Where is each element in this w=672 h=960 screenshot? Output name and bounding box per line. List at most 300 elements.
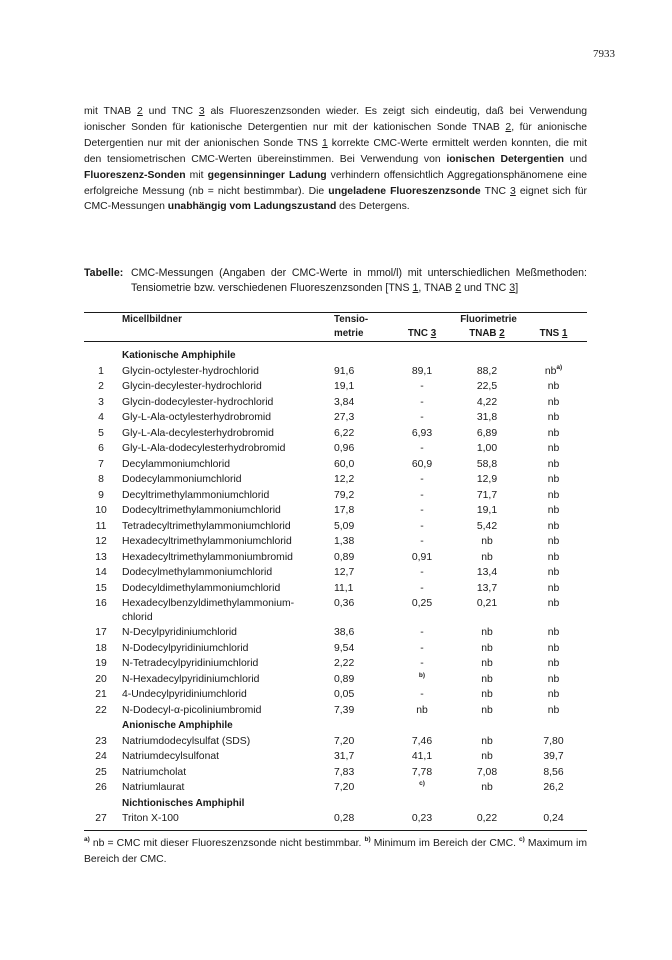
compound-name	[118, 550, 322, 566]
tns-value-value: nb	[547, 505, 560, 516]
compound-name-value: Tetradecyltrimethylammoniumchlorid	[122, 520, 291, 532]
compound-name-value: N-Decylpyridiniumchlorid	[122, 627, 237, 638]
tns-value-value: nb	[547, 489, 560, 501]
tns-value-value: 8,56	[543, 766, 564, 778]
table-row	[84, 426, 587, 442]
tensiometry-value	[322, 734, 390, 750]
compound-name-value: N-Dodecyl-α-picoliniumbromid	[122, 704, 262, 716]
compound-name	[118, 410, 322, 426]
tns-value-value: nb	[547, 627, 560, 638]
text-run: eignet sich für CMC-Messungen	[84, 185, 587, 213]
tnab-value-value: nb	[481, 642, 493, 654]
row-number	[84, 426, 118, 442]
table-row	[84, 734, 587, 750]
tensiometry-value-value: 6,22	[334, 427, 355, 439]
tns-value	[520, 379, 587, 395]
row-number	[84, 488, 118, 504]
tnab-value	[454, 519, 520, 535]
group-title	[118, 718, 587, 734]
text-run: und	[563, 153, 587, 165]
tns-value-value: nb	[547, 582, 560, 594]
header-tensiometrie-1: Tensio-	[334, 314, 369, 325]
tnab-value	[454, 749, 520, 765]
tensiometry-value-value: 2,22	[334, 658, 355, 669]
compound-name	[118, 379, 322, 395]
table-row	[84, 364, 587, 380]
header-micellbildner: Micellbildner	[122, 314, 182, 325]
tensiometry-value-value: 79,2	[334, 489, 355, 501]
compound-name-value: Dodecyldimethylammoniumchlorid	[122, 582, 281, 594]
tns-value	[520, 811, 587, 827]
text-run: 1	[321, 137, 328, 149]
tns-value	[520, 581, 587, 597]
compound-name-value: Dodecylammoniumchlorid	[122, 474, 242, 485]
table-row	[84, 672, 587, 688]
footnote-marker: c)	[519, 836, 525, 843]
compound-name-value: N-Dodecylpyridiniumchlorid	[122, 642, 249, 654]
tnab-value-value: nb	[481, 782, 493, 793]
tnc-value	[390, 379, 454, 395]
table-row	[84, 656, 587, 672]
tnab-value-value: 19,1	[476, 505, 498, 516]
text-run: 3	[509, 282, 516, 295]
tnc-value	[390, 550, 454, 566]
tnab-value-value: 0,21	[476, 598, 498, 609]
row-number-value: 18	[95, 642, 107, 654]
tnab-value	[454, 441, 520, 457]
compound-name	[118, 503, 322, 519]
compound-name-value: Decyltrimethylammoniumchlorid	[122, 489, 270, 501]
tensiometry-value	[322, 687, 390, 703]
tns-value	[520, 519, 587, 535]
tensiometry-value	[322, 672, 390, 688]
tnab-value-value: 31,8	[476, 412, 498, 423]
tnab-value	[454, 734, 520, 750]
row-number	[84, 379, 118, 395]
tns-value-value: nb	[547, 704, 560, 716]
tnc-value	[390, 596, 454, 625]
tnab-value	[454, 503, 520, 519]
compound-name	[118, 641, 322, 657]
group-spacer	[84, 342, 118, 364]
tensiometry-value	[322, 395, 390, 411]
tensiometry-value-value: 0,28	[334, 813, 355, 824]
row-number	[84, 503, 118, 519]
tensiometry-value-value: 0,96	[334, 443, 355, 454]
table-row	[84, 441, 587, 457]
tensiometry-value	[322, 703, 390, 719]
tns-value-value: nb	[547, 520, 560, 532]
compound-name	[118, 441, 322, 457]
tns-value-value: nb	[547, 412, 560, 423]
header-tensiometrie-2: metrie	[334, 328, 364, 339]
group-title-value: Kationische Amphiphile	[122, 350, 236, 361]
row-number-value: 21	[95, 689, 107, 700]
tensiometry-value	[322, 811, 390, 827]
tensiometry-value-value: 12,2	[334, 474, 355, 485]
row-number	[84, 472, 118, 488]
tnab-value	[454, 780, 520, 796]
tnc-value	[390, 503, 454, 519]
tnc-value	[390, 734, 454, 750]
compound-name	[118, 519, 322, 535]
row-number-value: 11	[95, 520, 107, 532]
compound-name-value: Natriumlaurat	[122, 782, 185, 793]
footnote-rule	[84, 830, 587, 831]
tensiometry-value-value: 27,3	[334, 412, 355, 423]
tns-value-value: nb	[547, 689, 560, 700]
tnab-value-value: 4,22	[476, 396, 498, 408]
footnote-text: nb = CMC mit dieser Fluoreszenzsonde nicht bestimmbar.	[89, 838, 365, 849]
tensiometry-value-value: 0,89	[334, 551, 355, 563]
row-number-value: 16	[95, 598, 107, 609]
table-row	[84, 488, 587, 504]
compound-name-value: Triton X-100	[122, 813, 179, 824]
tns-value-value: nb	[547, 396, 560, 408]
group-header-row	[84, 718, 587, 734]
tnab-value	[454, 656, 520, 672]
tnab-value-value: 6,89	[476, 427, 498, 439]
compound-name	[118, 426, 322, 442]
tensiometry-value	[322, 780, 390, 796]
tns-value	[520, 472, 587, 488]
tnab-value	[454, 687, 520, 703]
table-row	[84, 625, 587, 641]
tnab-value-value: 22,5	[476, 381, 498, 392]
table-row	[84, 503, 587, 519]
tensiometry-value-value: 31,7	[334, 751, 355, 762]
header-row-1	[84, 313, 587, 328]
tns-value	[520, 780, 587, 796]
compound-name-value: Glycin-dodecylester-hydrochlorid	[122, 396, 274, 408]
text-run: des Detergens.	[336, 201, 410, 213]
compound-name-value: 4-Undecylpyridiniumchlorid	[122, 689, 247, 700]
tns-value-value: nb	[547, 474, 560, 485]
text-run: und TNC	[142, 106, 199, 117]
tnc-value	[390, 472, 454, 488]
tnc-value-value: 7,78	[411, 766, 433, 778]
header-tnc: TNC 3	[407, 328, 437, 339]
tnab-value	[454, 534, 520, 550]
compound-name-value: Gly-L-Ala-octylesterhydrobromid	[122, 412, 271, 423]
row-number-value: 1	[98, 365, 104, 377]
row-number-value: 5	[98, 427, 104, 439]
tns-value-value: 26,2	[543, 782, 564, 793]
tns-value	[520, 749, 587, 765]
table-row	[84, 596, 587, 625]
compound-name	[118, 534, 322, 550]
tnab-value-value: 88,2	[476, 365, 498, 377]
row-number-value: 24	[95, 751, 107, 762]
tnab-value	[454, 457, 520, 473]
tnab-value-value: 5,42	[476, 520, 498, 532]
row-number-value: 10	[95, 505, 107, 516]
tnc-value	[390, 780, 454, 796]
tnab-value	[454, 565, 520, 581]
row-number-value: 8	[98, 474, 104, 485]
group-header-row	[84, 342, 587, 364]
row-number	[84, 410, 118, 426]
tns-value	[520, 410, 587, 426]
compound-name	[118, 811, 322, 827]
tnc-value	[390, 410, 454, 426]
table-row	[84, 687, 587, 703]
tnc-value	[390, 749, 454, 765]
tnc-value	[390, 519, 454, 535]
table-row	[84, 749, 587, 765]
tns-value	[520, 672, 587, 688]
tns-value	[520, 457, 587, 473]
row-number	[84, 534, 118, 550]
table-caption	[84, 266, 587, 297]
row-number-value: 20	[95, 673, 107, 685]
tensiometry-value	[322, 503, 390, 519]
table-row	[84, 780, 587, 796]
tnab-value-value: 0,22	[476, 813, 498, 824]
table-row	[84, 519, 587, 535]
tnc-value-value: -	[420, 474, 424, 485]
tnc-value	[390, 656, 454, 672]
table-row	[84, 703, 587, 719]
row-number-value: 12	[95, 536, 107, 547]
compound-name-value: Glycin-octylester-hydrochlorid	[122, 365, 259, 377]
footnote-marker: a)	[556, 363, 563, 371]
tensiometry-value	[322, 519, 390, 535]
tnc-value-value: -	[420, 689, 424, 700]
tns-value-value: nb	[547, 642, 560, 654]
compound-name-value: N-Hexadecylpyridiniumchlorid	[122, 673, 260, 685]
row-number-value: 19	[95, 658, 107, 669]
tensiometry-value-value: 60,0	[334, 458, 355, 470]
text-run: 2	[505, 121, 512, 133]
table-row	[84, 534, 587, 550]
tnab-value	[454, 672, 520, 688]
text-run: ]	[515, 282, 519, 295]
row-number	[84, 395, 118, 411]
tns-value-value: nb	[544, 365, 557, 377]
tns-value	[520, 550, 587, 566]
tensiometry-value	[322, 488, 390, 504]
table-row	[84, 581, 587, 597]
text-run: , für anionische Detergentien nur mit der anionischen Sonde TNS	[84, 121, 588, 149]
compound-name	[118, 749, 322, 765]
table-row	[84, 457, 587, 473]
tnc-value-value: 0,91	[411, 551, 433, 563]
tns-value	[520, 534, 587, 550]
cmc-table	[84, 312, 587, 835]
row-number	[84, 596, 118, 625]
row-number-value: 3	[98, 396, 104, 408]
tns-value	[520, 596, 587, 625]
table-row	[84, 379, 587, 395]
tensiometry-value	[322, 656, 390, 672]
row-number	[84, 765, 118, 781]
tnc-value	[390, 687, 454, 703]
tnc-value-value: -	[420, 443, 424, 454]
text-run: als Fluoreszenzsonden wieder. Es zeigt sich eindeutig, daß bei Verwendung ionischer Sonden für kationische Detergentien nur mit der kationischen Sonde TNAB	[84, 106, 587, 133]
row-number	[84, 749, 118, 765]
table-row	[84, 811, 587, 827]
text-run: 3	[510, 185, 516, 197]
tensiometry-value-value: 11,1	[334, 582, 354, 594]
tnab-value-value: 12,9	[476, 474, 498, 485]
group-spacer	[84, 718, 118, 734]
tnab-value	[454, 395, 520, 411]
tnc-value	[390, 641, 454, 657]
row-number	[84, 641, 118, 657]
tnc-value-value: -	[420, 642, 424, 654]
caption-label: Tabelle:	[84, 267, 124, 279]
tnc-value-value: -	[420, 582, 424, 594]
compound-name-value: N-Tetradecylpyridiniumchlorid	[122, 658, 259, 669]
row-number-value: 27	[95, 813, 107, 824]
tensiometry-value	[322, 410, 390, 426]
intro-paragraph	[84, 104, 587, 215]
tnc-value	[390, 426, 454, 442]
tnc-value-value: -	[420, 520, 424, 532]
text-run: korrekte CMC-Werte ermittelt werden konnten, die mit den tensiometrischen CMC-Werten übereinstimmen. Bei Verwendung von	[84, 137, 587, 165]
tnab-value-value: nb	[481, 704, 493, 716]
compound-name-value: Natriumdodecylsulfat (SDS)	[122, 735, 251, 747]
row-number-value: 22	[95, 704, 107, 716]
tns-value-value: nb	[547, 381, 560, 392]
row-number	[84, 565, 118, 581]
tnab-value	[454, 472, 520, 488]
tensiometry-value-value: 1,38	[334, 536, 355, 547]
group-title	[118, 796, 587, 812]
tnab-value-value: nb	[481, 658, 493, 669]
tns-value	[520, 734, 587, 750]
compound-name	[118, 395, 322, 411]
caption-text	[131, 266, 587, 297]
footnote-marker: b)	[364, 836, 371, 843]
tensiometry-value-value: 91,6	[334, 365, 355, 377]
row-number	[84, 581, 118, 597]
text-run: unabhängig vom Ladungszustand	[167, 201, 337, 213]
tnc-value	[390, 565, 454, 581]
tnc-value-value: -	[420, 658, 424, 669]
text-run: mit	[185, 169, 208, 181]
tensiometry-value-value: 7,20	[334, 782, 355, 793]
row-number-value: 14	[95, 567, 107, 578]
table-row	[84, 395, 587, 411]
tnab-value-value: nb	[481, 627, 493, 638]
compound-name	[118, 364, 322, 380]
header-tns: TNS 1	[539, 328, 568, 339]
tnc-value	[390, 703, 454, 719]
tnab-value-value: 71,7	[476, 489, 498, 501]
row-number-value: 4	[98, 412, 104, 423]
tns-value-value: 7,80	[543, 735, 564, 747]
footnote-marker: b)	[418, 671, 426, 679]
tns-value-value: nb	[547, 673, 560, 685]
row-number-value: 6	[98, 443, 104, 454]
table-row	[84, 765, 587, 781]
row-number-value: 13	[95, 551, 107, 563]
tns-value-value: nb	[547, 551, 560, 563]
tns-value-value: 0,24	[543, 813, 564, 824]
row-number	[84, 811, 118, 827]
compound-name-value: Decylammoniumchlorid	[122, 458, 230, 470]
tensiometry-value-value: 7,83	[334, 766, 355, 778]
footnote-marker: a)	[84, 836, 90, 843]
tnc-value	[390, 364, 454, 380]
compound-name	[118, 765, 322, 781]
tnc-value-value: 0,25	[411, 598, 433, 609]
tns-value-value: nb	[547, 598, 560, 609]
tensiometry-value	[322, 550, 390, 566]
tns-value	[520, 625, 587, 641]
group-title-value: Nichtionisches Amphiphil	[122, 797, 245, 809]
group-spacer	[84, 796, 118, 812]
footnote-text: Maximum im Bereich der CMC.	[84, 838, 587, 865]
tnc-value-value: nb	[416, 704, 428, 716]
footnotes	[84, 836, 587, 867]
tensiometry-value	[322, 565, 390, 581]
tnc-value	[390, 488, 454, 504]
group-title-value: Anionische Amphiphile	[122, 720, 233, 731]
tnc-value	[390, 457, 454, 473]
header-row-2	[84, 327, 587, 342]
tnab-value	[454, 811, 520, 827]
tnab-value-value: 58,8	[476, 458, 498, 470]
tns-value	[520, 364, 587, 380]
tns-value-value: nb	[547, 658, 560, 669]
text-run: gegensinninger Ladung	[207, 169, 327, 181]
row-number-value: 25	[95, 766, 107, 778]
compound-name-value: Hexadecyltrimethylammoniumchlorid	[122, 536, 292, 547]
header-tnab: TNAB 2	[469, 328, 505, 339]
tns-value-value: nb	[547, 458, 560, 470]
compound-name-value: Natriumdecylsulfonat	[122, 751, 220, 762]
compound-name-value: Gly-L-Ala-dodecylesterhydrobromid	[122, 443, 286, 454]
compound-name-value: Natriumcholat	[122, 766, 187, 778]
tensiometry-value	[322, 426, 390, 442]
row-number	[84, 672, 118, 688]
tns-value-value: 39,7	[543, 751, 564, 762]
tnc-value-value: -	[420, 396, 424, 408]
tns-value	[520, 503, 587, 519]
tns-value	[520, 565, 587, 581]
tensiometry-value-value: 5,09	[334, 520, 355, 532]
tensiometry-value-value: 0,05	[334, 689, 355, 700]
tnc-value-value: -	[420, 381, 424, 392]
table-row	[84, 550, 587, 566]
tensiometry-value-value: 0,89	[334, 673, 355, 685]
compound-name	[118, 596, 322, 625]
tns-value	[520, 441, 587, 457]
compound-name	[118, 672, 322, 688]
table-row	[84, 472, 587, 488]
tns-value	[520, 687, 587, 703]
header-fluorimetrie: Fluorimetrie	[460, 314, 517, 325]
tns-value-value: nb	[547, 536, 560, 547]
tnab-value	[454, 379, 520, 395]
compound-name-value: Hexadecyltrimethylammoniumbromid	[122, 551, 293, 563]
text-run: TNC	[480, 185, 511, 197]
tnc-value-value: -	[420, 412, 424, 423]
tnc-value-value: -	[420, 536, 424, 547]
tensiometry-value	[322, 596, 390, 625]
tnc-value	[390, 534, 454, 550]
tnab-value	[454, 550, 520, 566]
text-run: verhindern offensichtlich Aggregationsphänomene eine erfolgreiche Messung (nb = nicht bestimmbar). Die	[84, 169, 588, 197]
row-number-value: 9	[98, 489, 104, 501]
tnc-value-value: -	[420, 567, 424, 578]
tnc-value	[390, 811, 454, 827]
compound-name	[118, 687, 322, 703]
row-number	[84, 550, 118, 566]
